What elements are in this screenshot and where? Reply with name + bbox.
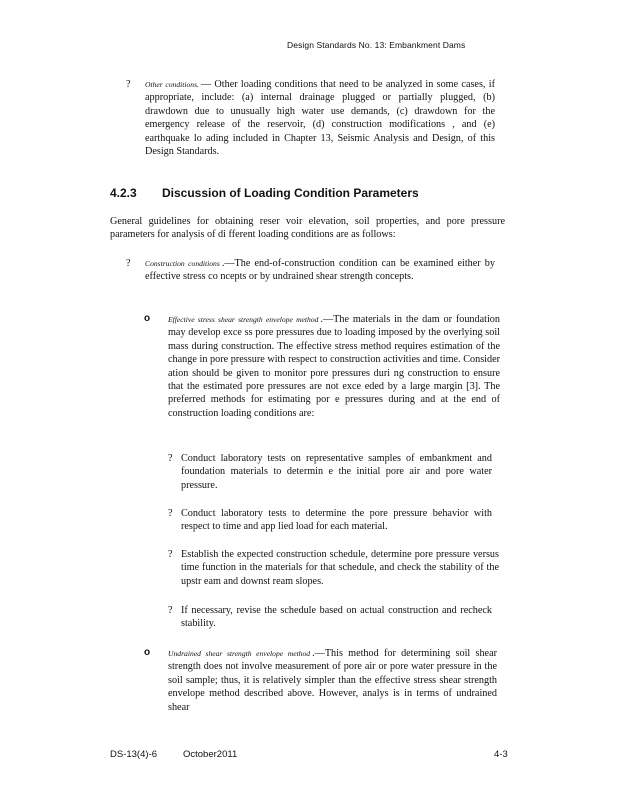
undrained-paragraph bbox=[168, 647, 497, 714]
footer-date: October2011 bbox=[183, 749, 238, 760]
method-item: Conduct laboratory tests to determine the pore pressure behavior with respect to time and app lied load for each material. bbox=[181, 508, 492, 533]
section-intro: General guidelines for obtaining reser voir elevation, soil properties, and pore pressure parameters for analysis of di fferent loading conditions are as follows: bbox=[110, 216, 505, 241]
method-item: Conduct laboratory tests on representative samples of embankment and foundation materials to determin e the initial pore air and pore water pressure. bbox=[181, 453, 492, 491]
other-conditions-lead: Other conditions. bbox=[145, 80, 199, 89]
running-header: Design Standards No. 13: Embankment Dams bbox=[287, 40, 466, 50]
sub-bullet-mark: o bbox=[144, 313, 151, 324]
method-item: Establish the expected construction schedule, determine pore pressure versus time function in the materials for that schedule, and check the stability of the upstr eam and downst ream slopes. bbox=[181, 549, 499, 587]
sub-bullet-mark: o bbox=[144, 647, 151, 658]
other-conditions-paragraph bbox=[145, 78, 495, 158]
construction-text: .—The end-of-construction condition can be examined either by effective stress co ncepts or by undrained shear strength concepts. bbox=[145, 258, 495, 283]
effective-stress-text: .—The materials in the dam or foundation may develop exce ss pore pressures due to loading imposed by the overlying soil mass during construction. The effective stress method requires estimation of the change in pore pressure with respect to construction activities and time. Consider ation should be given to monitor pore pressures duri ng construction to ensure that the estimated pore pressures are not exce eded by a large margin [3]. The preferred methods for estimating por e pressures during and at the end of construction loading conditions are: bbox=[168, 314, 500, 419]
bullet-mark: ? bbox=[168, 453, 173, 464]
effective-stress-lead: Effective stress shear strength envelope method bbox=[168, 315, 319, 324]
bullet-mark: ? bbox=[126, 79, 131, 90]
effective-stress-paragraph bbox=[168, 313, 500, 420]
section-number: 4.2.3 bbox=[110, 186, 137, 200]
footer-page-number: 4-3 bbox=[494, 749, 508, 760]
bullet-mark: ? bbox=[168, 605, 173, 616]
method-item: If necessary, revise the schedule based on actual construction and recheck stability. bbox=[181, 605, 492, 630]
construction-lead: Construction conditions bbox=[145, 259, 220, 268]
undrained-text: .—This method for determining soil shear strength does not involve measurement of pore air or pore water pressure in the soil sample; thus, it is relatively simpler than the effective stress shear strength envelope method described above. However, analys is in terms of undrained shear bbox=[168, 648, 497, 713]
bullet-mark: ? bbox=[168, 549, 173, 560]
bullet-mark: ? bbox=[168, 508, 173, 519]
section-title: Discussion of Loading Condition Parameters bbox=[162, 186, 419, 200]
undrained-lead: Undrained shear strength envelope method bbox=[168, 649, 311, 658]
other-conditions-text: — Other loading conditions that need to be analyzed in some cases, if appropriate, include: (a) internal drainage plugged or partially plugged, (b) drawdown due to unusually high water use demands, (c) drawdown for the emergency release of the reservoir, (d) construction modifications , and (e) earthquake lo ading included in Chapter 13, Seismic Analysis and Design, of this Design Standards. bbox=[145, 79, 495, 158]
bullet-mark: ? bbox=[126, 258, 131, 269]
section-heading bbox=[110, 186, 419, 200]
footer-doc-id: DS-13(4)-6 bbox=[110, 749, 157, 760]
construction-paragraph bbox=[145, 257, 495, 284]
